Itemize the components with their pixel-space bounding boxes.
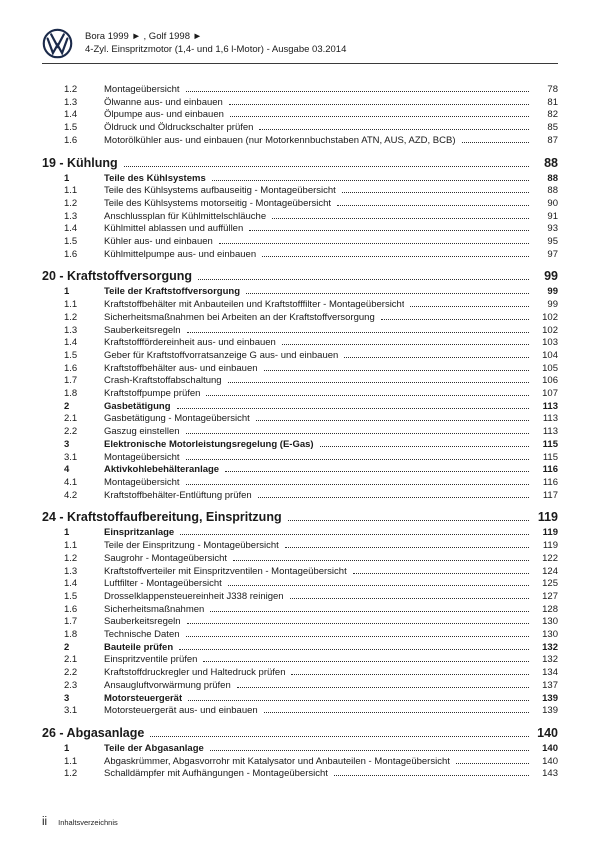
toc-entry: [42, 299, 558, 312]
entry-page-number: 99: [547, 299, 558, 311]
entry-number: 1: [64, 172, 70, 184]
chapter-label: 24 - Kraftstoffaufbereitung, Einspritzung: [42, 510, 282, 525]
chapter-page-number: 88: [544, 155, 558, 170]
entry-title: Gasbetätigung: [104, 400, 171, 412]
header-models: Bora 1999 ► , Golf 1998 ►: [85, 31, 203, 42]
entry-title: Einspritzanlage: [104, 527, 175, 539]
entry-page-number: 115: [542, 438, 558, 450]
dot-leader: [206, 395, 529, 396]
entry-title: Motorsteuergerät: [104, 692, 183, 704]
entry-title: Kühler aus- und einbauen: [104, 236, 213, 248]
entry-page-number: 85: [547, 122, 558, 134]
entry-page-number: 99: [547, 286, 558, 298]
toc-entry: [42, 566, 558, 579]
dot-leader: [228, 585, 529, 586]
entry-number: 1.7: [64, 616, 78, 628]
entry-number: 1.7: [64, 375, 78, 387]
entry-number: 1.3: [64, 210, 78, 222]
entry-title: Teile der Einspritzung - Montageübersicht: [104, 540, 279, 552]
entry-title: Teile der Abgasanlage: [104, 742, 204, 754]
toc-chapter-heading: [42, 510, 558, 524]
dot-leader: [219, 243, 529, 244]
entry-number: 2: [64, 641, 70, 653]
table-of-contents: [42, 64, 558, 808]
entry-page-number: 130: [542, 616, 558, 628]
entry-title: Ansaugluftvorwärmung prüfen: [104, 679, 231, 691]
dot-leader: [203, 661, 529, 662]
toc-entry: [42, 185, 558, 198]
entry-number: 1.2: [64, 768, 78, 780]
entry-page-number: 87: [547, 134, 558, 146]
toc-entry: [42, 236, 558, 249]
dot-leader: [290, 598, 529, 599]
entry-title: Montageübersicht: [104, 84, 180, 95]
entry-title: Schalldämpfer mit Aufhängungen - Montageübersicht: [104, 768, 328, 780]
entry-number: 1.2: [64, 197, 78, 209]
entry-number: 1: [64, 742, 70, 754]
dot-leader: [229, 104, 529, 105]
entry-page-number: 125: [542, 578, 558, 590]
dot-leader: [210, 611, 529, 612]
entry-number: 4: [64, 464, 70, 476]
entry-title: Kraftstofffördereinheit aus- und einbauen: [104, 337, 276, 349]
entry-title: Geber für Kraftstoffvorratsanzeige G aus- und einbauen: [104, 349, 339, 361]
toc-entry: [42, 490, 558, 503]
entry-page-number: 102: [542, 324, 558, 336]
entry-title: Teile des Kühlsystems aufbauseitig - Montageübersicht: [104, 185, 336, 197]
dot-leader: [150, 736, 529, 737]
entry-number: 2.1: [64, 654, 78, 666]
entry-title: Ölwanne aus- und einbauen: [104, 96, 223, 108]
entry-number: 4.2: [64, 489, 78, 501]
dot-leader: [272, 218, 529, 219]
entry-page-number: 115: [542, 451, 558, 463]
entry-number: 4.1: [64, 476, 78, 488]
entry-page-number: 140: [542, 755, 558, 767]
toc-entry: [42, 477, 558, 490]
entry-title: Einspritzventile prüfen: [104, 654, 198, 666]
dot-leader: [177, 408, 529, 409]
entry-number: 2.1: [64, 413, 78, 425]
toc-entry: [42, 553, 558, 566]
entry-page-number: 134: [542, 667, 558, 679]
chapter-label: 26 - Abgasanlage: [42, 725, 145, 740]
entry-title: Montageübersicht: [104, 451, 180, 463]
entry-page-number: 117: [542, 489, 558, 501]
entry-page-number: 82: [547, 109, 558, 121]
toc-entry: [42, 173, 558, 186]
toc-entry: [42, 693, 558, 706]
entry-page-number: 113: [542, 400, 558, 412]
entry-number: 2.3: [64, 679, 78, 691]
entry-number: 1.1: [64, 540, 78, 552]
toc-entry: [42, 540, 558, 553]
entry-title: Kühlmittelpumpe aus- und einbauen: [104, 248, 257, 260]
entry-title: Kraftstoffbehälter-Entlüftung prüfen: [104, 489, 252, 501]
toc-entry: [42, 388, 558, 401]
entry-page-number: 78: [547, 84, 558, 95]
entry-number: 1.6: [64, 362, 78, 374]
entry-number: 1.2: [64, 552, 78, 564]
entry-number: 1.6: [64, 134, 78, 146]
toc-entry: [42, 286, 558, 299]
header-subtitle: 4-Zyl. Einspritzmotor (1,4- und 1,6 l-Motor) - Ausgabe 03.2014: [85, 43, 347, 55]
entry-number: 3.1: [64, 451, 78, 463]
entry-page-number: 124: [542, 565, 558, 577]
entry-number: 3: [64, 438, 70, 450]
entry-title: Kraftstoffdruckregler und Haltedruck prüfen: [104, 667, 286, 679]
entry-page-number: 88: [547, 185, 558, 197]
entry-page-number: 97: [547, 248, 558, 260]
dot-leader: [344, 357, 529, 358]
toc-entry: [42, 629, 558, 642]
page-footer: [42, 808, 558, 828]
entry-title: Ölpumpe aus- und einbauen: [104, 109, 224, 121]
entry-page-number: 107: [542, 388, 558, 400]
entry-title: Motorölkühler aus- und einbauen (nur Motorkennbuchstaben ATN, AUS, AZD, BCB): [104, 134, 456, 146]
toc-entry: [42, 97, 558, 110]
entry-number: 1: [64, 527, 70, 539]
dot-leader: [212, 180, 529, 181]
entry-page-number: 132: [542, 641, 558, 653]
entry-number: 1.6: [64, 248, 78, 260]
entry-number: 1.1: [64, 299, 78, 311]
entry-title: Kraftstoffbehälter aus- und einbauen: [104, 362, 258, 374]
dot-leader: [187, 623, 529, 624]
entry-number: 1.3: [64, 565, 78, 577]
toc-entry: [42, 109, 558, 122]
toc-entry: [42, 654, 558, 667]
toc-entry: [42, 667, 558, 680]
entry-number: 1.4: [64, 109, 78, 121]
entry-page-number: 113: [542, 413, 558, 425]
dot-leader: [353, 573, 529, 574]
entry-number: 1.5: [64, 590, 78, 602]
entry-number: 1.4: [64, 223, 78, 235]
toc-entry: [42, 616, 558, 629]
entry-number: 2.2: [64, 667, 78, 679]
toc-entry: [42, 312, 558, 325]
toc-entry: [42, 401, 558, 414]
entry-page-number: 95: [547, 236, 558, 248]
dot-leader: [124, 166, 529, 167]
dot-leader: [256, 420, 529, 421]
toc-chapter-heading: [42, 269, 558, 283]
entry-title: Abgaskrümmer, Abgasvorrohr mit Katalysator und Anbauteilen - Montageübersicht: [104, 755, 450, 767]
toc-entry: [42, 768, 558, 781]
dot-leader: [462, 142, 529, 143]
dot-leader: [259, 129, 529, 130]
toc-entry: [42, 464, 558, 477]
toc-entry: [42, 223, 558, 236]
entry-page-number: 104: [542, 349, 558, 361]
entry-page-number: 105: [542, 362, 558, 374]
toc-entry: [42, 135, 558, 148]
toc-entry: [42, 452, 558, 465]
entry-number: 1.2: [64, 84, 78, 95]
entry-page-number: 128: [542, 603, 558, 615]
entry-page-number: 140: [542, 742, 558, 754]
entry-page-number: 127: [542, 590, 558, 602]
entry-title: Kraftstoffverteiler mit Einspritzventilen - Montageübersicht: [104, 565, 347, 577]
chapter-page-number: 119: [537, 510, 558, 525]
toc-chapter-heading: [42, 726, 558, 740]
toc-entry: [42, 756, 558, 769]
entry-title: Sicherheitsmaßnahmen: [104, 603, 205, 615]
dot-leader: [258, 497, 529, 498]
entry-page-number: 102: [542, 311, 558, 323]
dot-leader: [264, 712, 529, 713]
entry-title: Crash-Kraftstoffabschaltung: [104, 375, 222, 387]
toc-entry: [42, 249, 558, 262]
entry-number: 1.3: [64, 324, 78, 336]
dot-leader: [249, 230, 529, 231]
entry-title: Drosselklappensteuereinheit J338 reinigen: [104, 590, 284, 602]
entry-title: Gaszug einstellen: [104, 426, 180, 438]
chapter-page-number: 99: [544, 269, 558, 284]
entry-number: 1.5: [64, 236, 78, 248]
entry-page-number: 139: [542, 692, 558, 704]
entry-page-number: 139: [542, 705, 558, 717]
dot-leader: [233, 560, 529, 561]
dot-leader: [264, 370, 529, 371]
entry-number: 1.3: [64, 96, 78, 108]
toc-entry: [42, 84, 558, 97]
dot-leader: [186, 459, 529, 460]
dot-leader: [337, 205, 529, 206]
dot-leader: [186, 433, 529, 434]
entry-title: Luftfilter - Montageübersicht: [104, 578, 222, 590]
dot-leader: [246, 293, 529, 294]
toc-entry: [42, 350, 558, 363]
entry-title: Sicherheitsmaßnahmen bei Arbeiten an der Kraftstoffversorgung: [104, 311, 375, 323]
toc-chapter-heading: [42, 156, 558, 170]
footer-label: Inhaltsverzeichnis: [58, 818, 118, 827]
entry-page-number: 103: [542, 337, 558, 349]
entry-title: Teile des Kühlsystems motorseitig - Montageübersicht: [104, 197, 332, 209]
dot-leader: [228, 382, 529, 383]
entry-title: Elektronische Motorleistungsregelung (E-Gas): [104, 438, 314, 450]
toc-entry: [42, 604, 558, 617]
toc-entry: [42, 527, 558, 540]
entry-page-number: 119: [542, 540, 558, 552]
toc-entry: [42, 337, 558, 350]
dot-leader: [186, 91, 529, 92]
toc-entry: [42, 325, 558, 338]
entry-title: Saugrohr - Montageübersicht: [104, 552, 228, 564]
entry-title: Teile des Kühlsystems: [104, 172, 206, 184]
entry-number: 1.8: [64, 629, 78, 641]
entry-title: Sauberkeitsregeln: [104, 324, 181, 336]
entry-title: Bauteile prüfen: [104, 641, 174, 653]
toc-entry: [42, 439, 558, 452]
entry-page-number: 116: [542, 476, 558, 488]
dot-leader: [187, 332, 529, 333]
entry-page-number: 137: [542, 679, 558, 691]
dot-leader: [320, 446, 529, 447]
entry-title: Kraftstoffpumpe prüfen: [104, 388, 201, 400]
entry-page-number: 88: [547, 172, 558, 184]
page-header: [42, 28, 558, 59]
toc-entry: [42, 743, 558, 756]
dot-leader: [230, 116, 529, 117]
entry-page-number: 90: [547, 197, 558, 209]
entry-page-number: 113: [542, 426, 558, 438]
toc-entry: [42, 122, 558, 135]
dot-leader: [288, 520, 529, 521]
dot-leader: [237, 687, 529, 688]
entry-title: Kühlmittel ablassen und auffüllen: [104, 223, 244, 235]
entry-title: Montageübersicht: [104, 476, 180, 488]
entry-page-number: 122: [542, 552, 558, 564]
dot-leader: [282, 344, 529, 345]
entry-number: 3: [64, 692, 70, 704]
entry-page-number: 106: [542, 375, 558, 387]
dot-leader: [225, 471, 529, 472]
entry-number: 3.1: [64, 705, 78, 717]
dot-leader: [262, 256, 529, 257]
dot-leader: [180, 534, 529, 535]
entry-title: Teile der Kraftstoffversorgung: [104, 286, 241, 298]
dot-leader: [334, 775, 529, 776]
entry-page-number: 130: [542, 629, 558, 641]
dot-leader: [456, 763, 529, 764]
entry-title: Technische Daten: [104, 629, 180, 641]
chapter-label: 20 - Kraftstoffversorgung: [42, 269, 193, 284]
dot-leader: [210, 750, 529, 751]
toc-entry: [42, 680, 558, 693]
dot-leader: [285, 547, 529, 548]
entry-title: Anschlussplan für Kühlmittelschläuche: [104, 210, 267, 222]
toc-entry: [42, 642, 558, 655]
entry-number: 1.2: [64, 311, 78, 323]
entry-number: 1.1: [64, 755, 78, 767]
entry-page-number: 143: [542, 768, 558, 780]
entry-number: 1.4: [64, 337, 78, 349]
footer-page-number: ii: [42, 816, 48, 828]
entry-number: 2.2: [64, 426, 78, 438]
entry-page-number: 91: [547, 210, 558, 222]
dot-leader: [198, 279, 529, 280]
entry-page-number: 132: [542, 654, 558, 666]
entry-title: Gasbetätigung - Montageübersicht: [104, 413, 250, 425]
entry-number: 1.5: [64, 122, 78, 134]
entry-number: 1: [64, 286, 70, 298]
entry-title: Sauberkeitsregeln: [104, 616, 181, 628]
entry-number: 2: [64, 400, 70, 412]
dot-leader: [186, 484, 529, 485]
dot-leader: [291, 674, 529, 675]
header-text-block: [85, 28, 346, 56]
dot-leader: [179, 649, 529, 650]
vw-logo-icon: [42, 28, 73, 59]
dot-leader: [410, 306, 529, 307]
toc-entry: [42, 211, 558, 224]
toc-entry: [42, 413, 558, 426]
entry-number: 1.8: [64, 388, 78, 400]
toc-entry: [42, 375, 558, 388]
toc-entry: [42, 578, 558, 591]
entry-title: Motorsteuergerät aus- und einbauen: [104, 705, 258, 717]
chapter-label: 19 - Kühlung: [42, 155, 118, 170]
entry-title: Öldruck und Öldruckschalter prüfen: [104, 122, 254, 134]
entry-page-number: 116: [542, 464, 558, 476]
toc-entry: [42, 363, 558, 376]
dot-leader: [188, 700, 529, 701]
entry-title: Kraftstoffbehälter mit Anbauteilen und Kraftstofffilter - Montageübersicht: [104, 299, 405, 311]
entry-number: 1.5: [64, 349, 78, 361]
toc-entry: [42, 591, 558, 604]
chapter-page-number: 140: [537, 725, 558, 740]
dot-leader: [342, 192, 529, 193]
dot-leader: [381, 319, 529, 320]
entry-number: 1.1: [64, 185, 78, 197]
entry-number: 1.6: [64, 603, 78, 615]
entry-title: Aktivkohlebehälteranlage: [104, 464, 220, 476]
toc-entry: [42, 705, 558, 718]
toc-entry: [42, 426, 558, 439]
entry-page-number: 81: [547, 96, 558, 108]
dot-leader: [186, 636, 529, 637]
entry-page-number: 93: [547, 223, 558, 235]
toc-entry: [42, 198, 558, 211]
entry-page-number: 119: [542, 527, 558, 539]
entry-number: 1.4: [64, 578, 78, 590]
